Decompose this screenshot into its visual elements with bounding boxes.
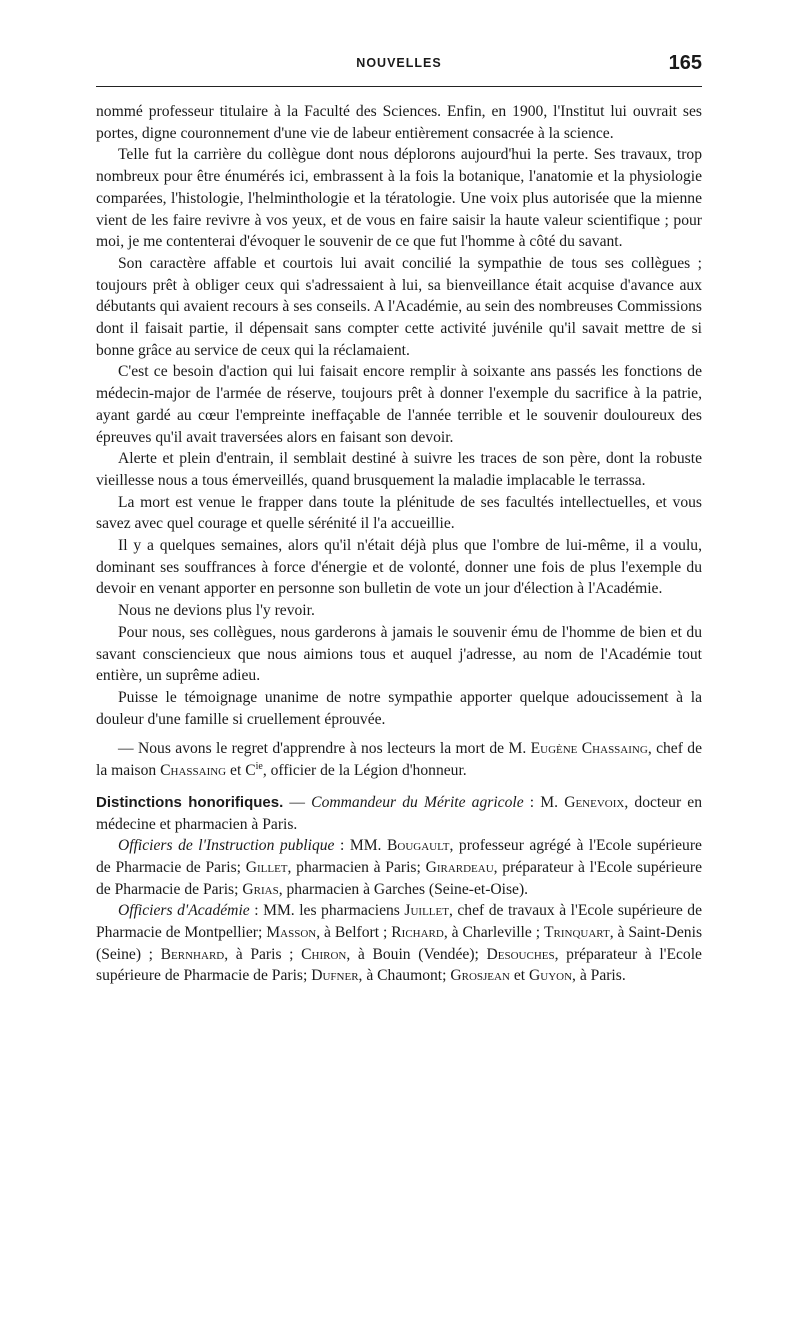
honoree-name: Richard <box>391 924 444 942</box>
honoree-name: Genevoix <box>564 793 625 811</box>
honoree-detail: , chef de travaux à l'Ecole supérieure de Pharmacie de Montpellier; <box>96 902 703 942</box>
body-text <box>96 101 702 987</box>
honoree-name: Dufner <box>311 967 359 985</box>
honoree-detail: , pharmacien à Paris; <box>287 858 426 876</box>
running-title: NOUVELLES <box>356 56 442 70</box>
honoree-name: Desouches <box>486 945 555 963</box>
merit-lead: : M. <box>523 793 565 811</box>
death-notice-lead: — Nous avons le regret d'apprendre à nos lecteurs la mort de M. <box>118 740 531 758</box>
honoree-detail: , à Bouin (Vendée); <box>346 945 487 963</box>
paragraph-6: La mort est venue le frapper dans toute la plénitude de ses facultés intellectuelles, et vous savez avec quel courage et quelle sérénité il l'a accueillie. <box>96 493 702 533</box>
paragraph-2: Telle fut la carrière du collègue dont nous déplorons aujourd'hui la perte. Ses travaux, trop nombreux pour être énumérés ici, embrassent à la fois la botanique, l'anatomie et la physiologie comparées, l'histologie, l'helminthologie et la tératologie. Une voix plus autorisée que la mienne vient de les faire revivre à vos yeux, et de vous en faire saisir la haute valeur scientifique ; pour moi, je me contenterai d'évoquer le souvenir de ce que fut l'homme à côté du savant. <box>96 146 702 251</box>
honoree-detail: , à Belfort ; <box>316 924 392 942</box>
honoree-detail: , professeur agrégé à l'Ecole supérieure de Pharmacie de Paris; <box>96 837 702 876</box>
honoree-detail: , à Chaumont; <box>358 967 451 985</box>
academie-title: Officiers d'Académie <box>118 902 250 920</box>
honoree-name: Grosjean <box>450 967 510 985</box>
firm-name: Chassaing <box>160 762 227 780</box>
death-notice-mid: , chef de la maison <box>96 740 703 780</box>
paragraph-8: Nous ne devions plus l'y revoir. <box>118 602 315 620</box>
distinctions-instruction <box>96 835 702 900</box>
honoree-name: Chiron <box>301 945 347 963</box>
honoree-name: Bougault <box>386 837 450 855</box>
instruction-title: Officiers de l'Instruction publique <box>118 837 335 855</box>
death-notice <box>96 738 702 781</box>
paragraph-1: nommé professeur titulaire à la Faculté des Sciences. Enfin, en 1900, l'Institut lui ouvrait ses portes, digne couronnement d'une vie de labeur entièrement consacrée à la science. <box>96 103 702 142</box>
honoree-detail: et <box>509 967 529 985</box>
distinctions-academie <box>96 900 702 987</box>
honoree-name: Gillet <box>245 858 288 876</box>
death-notice-tail: , officier de la Légion d'honneur. <box>262 762 467 780</box>
page-header <box>96 52 702 86</box>
paragraph-9: Pour nous, ses collègues, nous garderons à jamais le souvenir ému de l'homme de bien et du savant consciencieux que nous aimions tous et auquel j'adresse, au nom de l'Académie tout entière, un suprême adieu. <box>96 623 702 685</box>
merit-tail: , docteur en médecine et pharmacien à Paris. <box>96 793 703 833</box>
honoree-name: Grias <box>242 880 279 898</box>
honoree-name: Juillet <box>404 902 449 920</box>
firm-superscript: ie <box>255 760 263 772</box>
section-heading: Distinctions honorifiques. <box>96 793 284 811</box>
page-number: 165 <box>668 52 702 74</box>
deceased-name: Eugène Chassaing <box>530 740 648 758</box>
honoree-name: Masson <box>266 924 317 942</box>
academie-lead: : MM. les pharmaciens <box>249 902 405 920</box>
honoree-detail: , à Paris. <box>572 967 626 985</box>
honoree-name: Bernhard <box>160 945 225 963</box>
honoree-detail: , à Saint-Denis (Seine) ; <box>96 924 703 963</box>
honoree-detail: , préparateur à l'Ecole supérieure de Pharmacie de Paris; <box>96 858 702 898</box>
honoree-detail: , à Charleville ; <box>443 924 544 942</box>
paragraph-7: Il y a quelques semaines, alors qu'il n'était déjà plus que l'ombre de lui-même, il a voulu, dominant ses souffrances à force d'énergie et de volonté, donner une fois de plus l'exemple du devoir en venant apporter en personne son bulletin de vote un jour d'élection à l'Académie. <box>96 537 702 598</box>
header-rule <box>96 86 702 87</box>
firm-suffix: et C <box>226 762 256 780</box>
merit-title: Commandeur du Mérite agricole <box>311 793 524 811</box>
honoree-detail: , pharmacien à Garches (Seine-et-Oise). <box>278 880 529 898</box>
paragraph-4: C'est ce besoin d'action qui lui faisait encore remplir à soixante ans passés les fonctions de médecin-major de l'armée de réserve, toujours prêt à donner l'exemple du sacrifice à la patrie, ayant gardé au cœur l'empreinte ineffaçable de l'année terrible et le souvenir douloureux des épreuves qu'il avait traversées alors en faisant son devoir. <box>96 363 702 446</box>
paragraph-5: Alerte et plein d'entrain, il semblait destiné à suivre les traces de son père, dont la robuste vieillesse nous a tous émerveillés, quand brusquement la maladie implacable le terrassa. <box>96 450 702 489</box>
paragraph-10: Puisse le témoignage unanime de notre sympathie apporter quelque adoucissement à la douleur d'une famille si cruellement éprouvée. <box>96 688 702 728</box>
honoree-detail: , préparateur à l'Ecole supérieure de Pharmacie de Paris; <box>96 945 702 985</box>
honoree-name: Trinquart <box>544 924 610 942</box>
distinctions-merit <box>96 792 702 835</box>
paragraph-3: Son caractère affable et courtois lui avait concilié la sympathie de tous ses collègues ; toujours prêt à obliger ceux qui s'adressaient à lui, sa bienveillance était acquise d'avance aux débutants qui avaient recours à ses conseils. A l'Académie, au sein des nombreuses Commissions dont il faisait partie, il dépensait sans compter cette activité juvénile qu'il savait mettre de si bonne grâce au service de ceux qui la réclamaient. <box>96 254 702 359</box>
heading-dash: — <box>283 793 312 811</box>
honoree-detail: , à Paris ; <box>224 945 302 963</box>
honoree-name: Guyon <box>528 967 573 985</box>
instruction-lead: : MM. <box>334 837 387 855</box>
honoree-name: Girardeau <box>425 858 494 876</box>
